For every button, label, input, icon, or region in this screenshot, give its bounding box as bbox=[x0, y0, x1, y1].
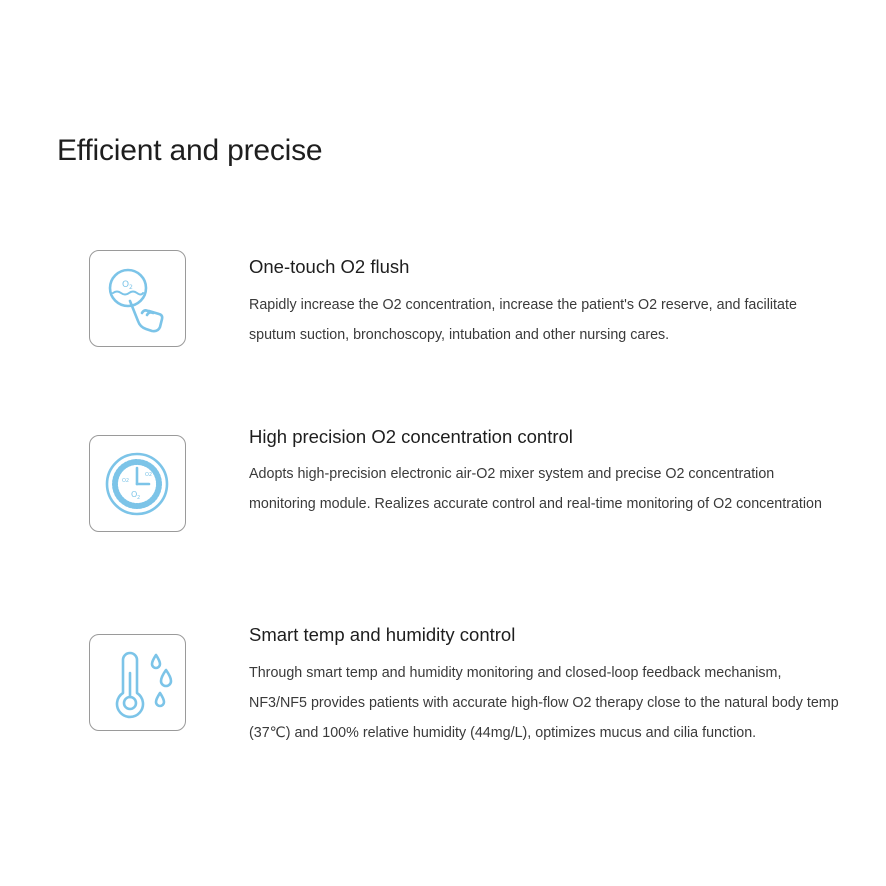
feature-description: Adopts high-precision electronic air-O2 mixer system and precise O2 concentration monitoring module. Realizes accurate control and real-time monitoring of O2 concentration bbox=[249, 466, 822, 512]
oxygen-touch-icon bbox=[89, 250, 186, 347]
svg-text:O2: O2 bbox=[122, 478, 130, 484]
feature-description: Rapidly increase the O2 concentration, increase the patient's O2 reserve, and facilitate sputum suction, bronchoscopy, intubation and other nursing cares. bbox=[249, 297, 797, 343]
page-title: Efficient and precise bbox=[57, 134, 323, 167]
svg-text:O2: O2 bbox=[145, 472, 153, 478]
svg-text:2: 2 bbox=[129, 284, 133, 291]
feature-title: High precision O2 concentration control bbox=[249, 426, 573, 447]
feature-title: Smart temp and humidity control bbox=[249, 624, 516, 645]
thermometer-droplets-icon bbox=[89, 634, 186, 731]
oxygen-gauge-icon bbox=[89, 435, 186, 532]
svg-text:2: 2 bbox=[137, 495, 141, 501]
svg-text:O: O bbox=[131, 490, 138, 499]
feature-title: One-touch O2 flush bbox=[249, 256, 410, 277]
svg-text:O: O bbox=[122, 280, 130, 290]
feature-description: Through smart temp and humidity monitoring and closed-loop feedback mechanism, NF3/NF5 provides patients with accurate high-flow O2 therapy close to the natural body temp (37℃) and 100% relative humidity (44mg/L), optimizes mucus and cilia function. bbox=[249, 665, 839, 741]
